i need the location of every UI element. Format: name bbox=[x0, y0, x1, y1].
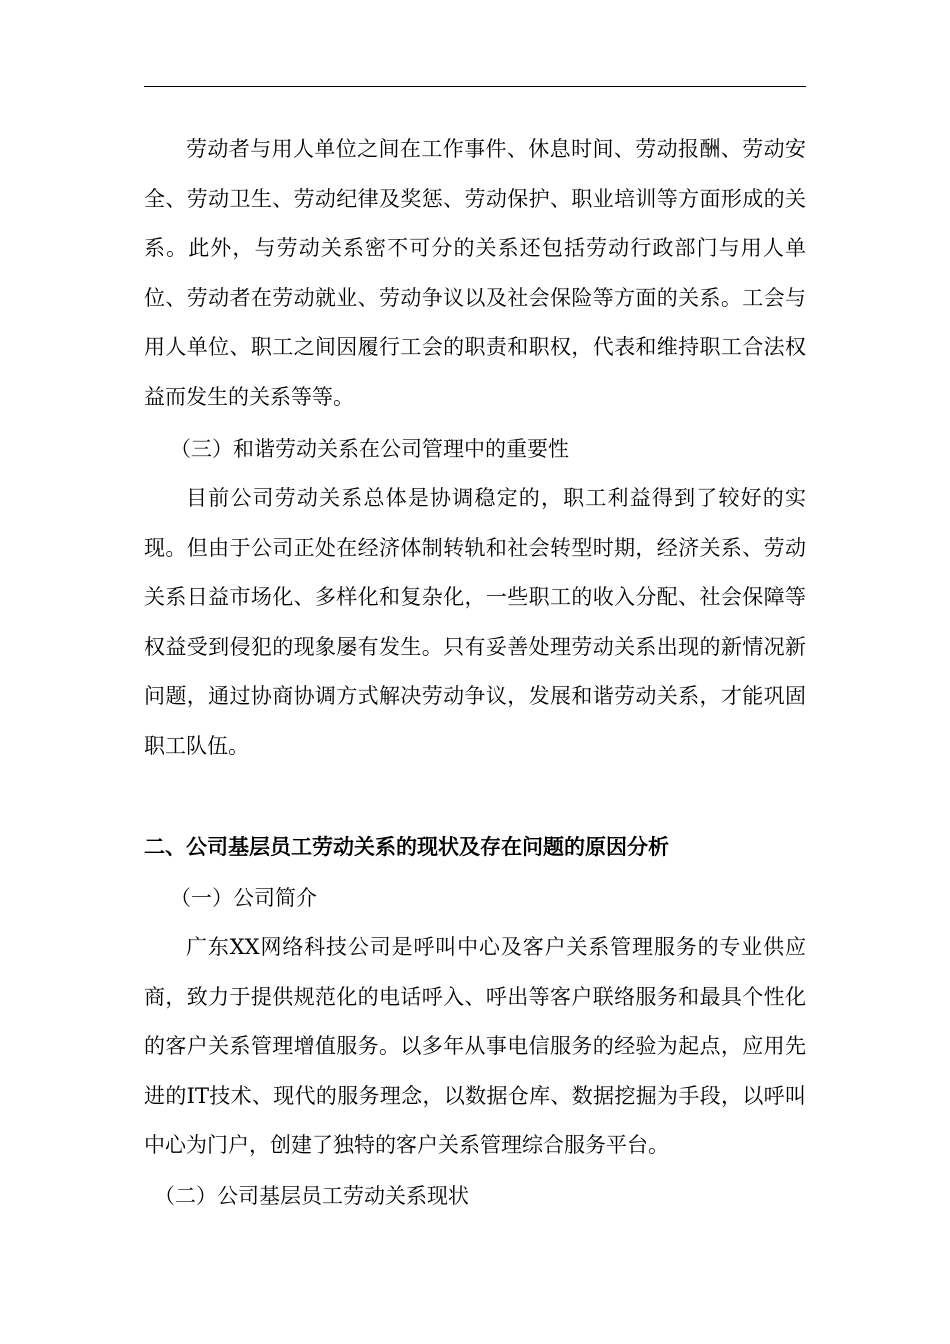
header-rule bbox=[144, 86, 806, 87]
paragraph-company-intro: 广东XX网络科技公司是呼叫中心及客户关系管理服务的专业供应商，致力于提供规范化的电话呼入、呼出等客户联络服务和最具个性化的客户关系管理增值服务。以多年从事电信服务的经验为起点，应用先进的IT技术、现代的服务理念，以数据仓库、数据挖掘为手段，以呼叫中心为门户，创建了独特的客户关系管理综合服务平台。 bbox=[144, 935, 806, 1158]
section-heading: 二、公司基层员工劳动关系的现状及存在问题的原因分析 bbox=[144, 834, 669, 859]
subheading-importance: （三）和谐劳动关系在公司管理中的重要性 bbox=[170, 437, 569, 461]
subheading-company-intro: （一）公司简介 bbox=[170, 886, 317, 910]
subheading-employee-status: （二）公司基层员工劳动关系现状 bbox=[154, 1184, 469, 1208]
paragraph-labor-relations-definition: 劳动者与用人单位之间在工作事件、休息时间、劳动报酬、劳动安全、劳动卫生、劳动纪律及奖惩、劳动保护、职业培训等方面形成的关系。此外，与劳动关系密不可分的关系还包括劳动行政部门与用人单位、劳动者在劳动就业、劳动争议以及社会保险等方面的关系。工会与用人单位、职工之间因履行工会的职责和职权，代表和维持职工合法权益而发生的关系等等。 bbox=[144, 137, 806, 409]
paragraph-current-situation: 目前公司劳动关系总体是协调稳定的，职工利益得到了较好的实现。但由于公司正处在经济体制转轨和社会转型时期，经济关系、劳动关系日益市场化、多样化和复杂化，一些职工的收入分配、社会保障等权益受到侵犯的现象屡有发生。只有妥善处理劳动关系出现的新情况新问题，通过协商协调方式解决劳动争议，发展和谐劳动关系，才能巩固职工队伍。 bbox=[144, 486, 806, 758]
